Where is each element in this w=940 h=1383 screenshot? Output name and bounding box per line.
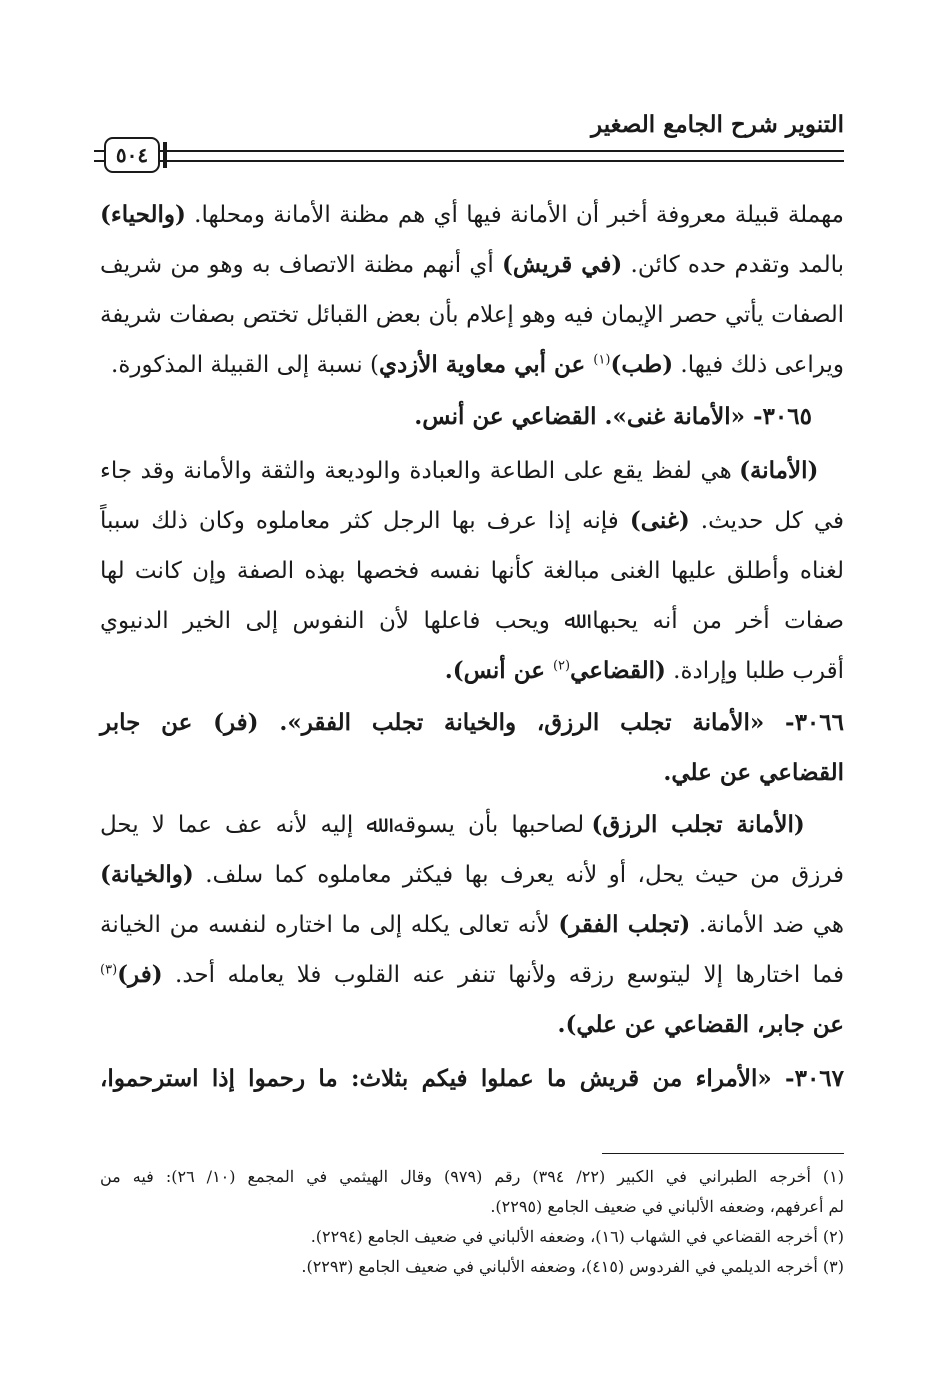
bold-term: (فر)	[117, 961, 163, 988]
text-line	[100, 850, 844, 900]
text-line: عن جابر، القضاعي عن علي).	[557, 1011, 844, 1038]
footnote-1: (١) أخرجه الطبراني في الكبير (٢٢/ ٣٩٤) رقم (٩٧٩) وقال الهيثمي في المجمع (١٠/ ٢٦): فيه من	[100, 1167, 844, 1186]
hadith-3067	[100, 1054, 844, 1104]
text-line	[100, 496, 844, 546]
text-line	[100, 446, 844, 496]
bold-term: (تجلب الفقر)	[558, 911, 691, 938]
bold-term: عن أنس).	[444, 657, 553, 684]
header-rule-top	[160, 150, 844, 152]
text-run: مهملة قبيلة معروفة أخبر أن الأمانة فيها أي هم مظنة الأمانة ومحلها.	[185, 202, 844, 228]
text-line	[100, 340, 844, 390]
footnotes	[100, 1162, 844, 1282]
bold-term: (في قريش)	[502, 251, 623, 278]
header-rule-bottom	[160, 160, 844, 162]
bold-term: (والخيانة)	[100, 861, 194, 888]
hadith-3065	[100, 392, 844, 442]
footnote-ref-2[interactable]: (٢)	[552, 658, 571, 674]
text-line	[100, 240, 844, 290]
text-run: هي لفظ يقع على الطاعة والعبادة والوديعة والثقة والأمانة وقد جاء	[100, 458, 740, 484]
text-run: أقرب طلبا وإرادة.	[665, 658, 844, 684]
hadith-3066	[100, 698, 844, 798]
text-run: فإنه إذا عرف بها الرجل كثر معاملوه وكان ذلك سبباً	[100, 508, 630, 534]
text-run: أي أنهم مظنة الاتصاف به وهو من شريف	[100, 252, 502, 278]
hadith-line: ٣٠٦٦- «الأمانة تجلب الرزق، والخيانة تجلب الفقر». (فر) عن جابر	[100, 709, 844, 736]
footnote-1-continued: لم أعرفهم، وضعفه الألباني في ضعيف الجامع (٢٢٩٥).	[490, 1197, 844, 1216]
running-title: التنوير شرح الجامع الصغير	[591, 111, 844, 138]
bold-term: عن أبي معاوية الأزدي	[378, 351, 594, 378]
bold-term: (القضاعي	[570, 657, 666, 684]
text-run: لأنه تعالى يكله إلى ما اختاره لنفسه من الخيانة	[100, 912, 559, 938]
text-run: ) نسبة إلى القبيلة المذكورة.	[111, 352, 379, 378]
page-number: ٥٠٤	[115, 143, 149, 167]
text-run: بالمد وتقدم حده كائن.	[622, 252, 844, 278]
text-run: في كل حديث.	[689, 508, 844, 534]
text-line	[100, 900, 844, 950]
text-run: فما اختارها إلا ليتوسع رزقه ولأنها تنفر عنه القلوب فلا يعامله أحد.	[162, 962, 844, 988]
hadith-text: «الأمانة غنى». القضاعي عن أنس.	[414, 403, 745, 430]
bold-term: (الأمانة)	[739, 457, 819, 484]
header-rule-end-mark	[94, 150, 104, 162]
text-line	[100, 190, 844, 240]
hadith-number: ٣٠٦٥-	[744, 403, 812, 430]
commentary-paragraph-1	[100, 190, 844, 390]
footnote-3: (٣) أخرجه الديلمي في الفردوس (٤١٥)، وضعفه الألباني في ضعيف الجامع (٢٢٩٣).	[301, 1257, 844, 1276]
text-line: الصفات يأتي حصر الإيمان فيه وهو إعلام بأن بعض القبائل تختص بصفات شريفة	[100, 302, 844, 328]
bold-term: (والحياء)	[100, 201, 186, 228]
text-line	[100, 950, 844, 1000]
footnote-ref-3[interactable]: (٣)	[100, 962, 118, 978]
hadith-line: ٣٠٦٧- «الأمراء من قريش ما عملوا فيكم بثلاث: ما رحموا إذا استرحموا،	[100, 1065, 845, 1092]
bold-term: (غنى)	[629, 507, 690, 534]
hadith-line	[100, 392, 844, 442]
text-line: لغناه وأطلق عليها الغنى مبالغة كأنها نفسه فخصها بهذه الصفة وإن كانت لها	[100, 558, 844, 584]
commentary-paragraph-3065	[100, 446, 844, 696]
page-number-badge	[104, 137, 160, 173]
footnote-2: (٢) أخرجه القضاعي في الشهاب (١٦)، وضعفه الألباني في ضعيف الجامع (٢٢٩٤).	[310, 1227, 844, 1246]
text-run: فرزق من حيث يحل، أو لأنه يعرف بها فيكثر معاملوه كما سلف.	[193, 862, 844, 888]
text-line	[100, 646, 844, 696]
text-run: لصاحبها بأن يسوقه ﷲ إليه لأنه عف عما لا يحل	[100, 812, 592, 838]
text-line	[100, 800, 844, 850]
footnote-separator	[602, 1153, 844, 1154]
bold-term: (طب)	[610, 351, 674, 378]
text-run: ويراعى ذلك فيها.	[673, 352, 844, 378]
text-line: صفات أخر من أنه يحبها ﷲ ويحب فاعلها لأن النفوس إلى الخير الدنيوي	[100, 608, 844, 634]
footnote-ref-1[interactable]: (١)	[593, 352, 611, 368]
bold-term: (الأمانة تجلب الرزق)	[591, 811, 805, 838]
hadith-line: القضاعي عن علي.	[663, 759, 844, 786]
commentary-paragraph-3066	[100, 800, 844, 1050]
text-run: هي ضد الأمانة.	[690, 912, 845, 938]
